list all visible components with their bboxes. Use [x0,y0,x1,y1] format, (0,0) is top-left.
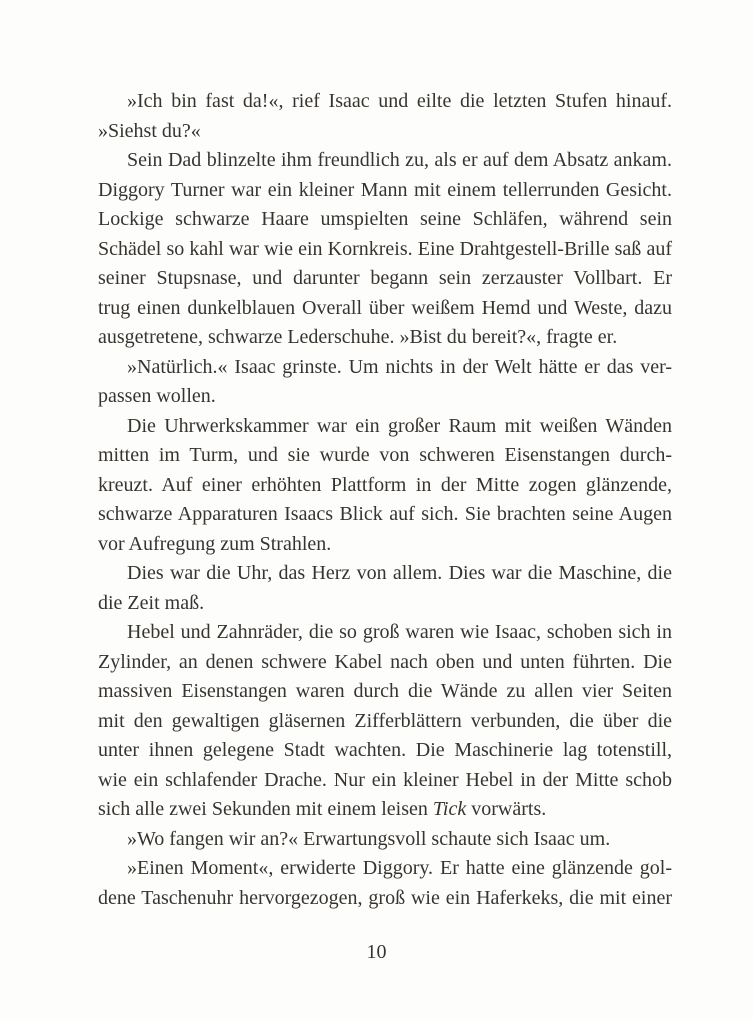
text-line-content [98,267,672,289]
text-segment: Diggory Turner war ein kleiner Mann mit einem tellerrunden Gesicht. [98,178,672,201]
text-segment: Schädel so kahl war wie ein Kornkreis. Eine Drahtgestell-Brille saß auf [98,237,672,260]
text-line-content [98,238,672,260]
text-segment: trug einen dunkelblauen Overall über weißem Hemd und Weste, dazu [98,296,672,319]
text-line-content [98,710,672,732]
text-line [98,264,672,294]
text-segment: Zylinder, an denen schwere Kabel nach oben und unten führten. Die [98,650,672,673]
text-segment: vor Aufregung zum Strahlen. [98,532,332,555]
text-segment: mit den gewaltigen gläsernen Zifferblättern verbunden, die über die [98,709,672,732]
text-line-content [98,208,672,230]
text-segment: dene Taschenuhr hervorgezogen, groß wie ein Haferkeks, die mit einer [98,886,672,909]
text-line [98,825,672,855]
text-segment: wie ein schlafender Drache. Nur ein kleiner Hebel in der Mitte schob [98,768,672,791]
text-line [98,323,672,353]
text-line-content [127,828,610,850]
text-segment: »Natürlich.« Isaac grinste. Um nichts in der Welt hätte er das ver- [127,355,672,378]
text-segment: sich alle zwei Sekunden mit einem leisen [98,798,433,820]
text-segment: mitten im Turm, und sie wurde von schweren Eisenstangen durch- [98,444,672,466]
text-line [98,205,672,235]
text-segment: Hebel und Zahnräder, die so groß waren wie Isaac, schoben sich in [127,621,672,643]
text-segment: vorwärts. [466,798,547,820]
text-block [98,87,672,913]
text-line [98,736,672,766]
text-segment: die Zeit maß. [98,591,205,614]
text-segment: »Ich bin fast da!«, rief Isaac und eilte die letzten Stufen hinauf. [127,90,672,112]
text-line-content [98,179,672,201]
text-line-content [98,739,672,761]
text-line [98,589,672,619]
page-number: 10 [366,941,387,963]
text-line [98,441,672,471]
text-line [98,618,672,648]
text-line [98,87,672,117]
text-segment: Die Uhrwerkskammer war ein großer Raum mit weißen Wänden [127,414,672,437]
text-line-content [98,798,546,820]
text-line [98,530,672,560]
text-line [98,795,672,825]
text-line-content [98,651,672,673]
text-line [98,854,672,884]
text-line [98,176,672,206]
text-line [98,146,672,176]
text-segment: unter ihnen gelegene Stadt wachten. Die Maschinerie lag totenstill, [98,739,672,761]
text-segment: massiven Eisenstangen waren durch die Wände zu allen vier Seiten [98,680,672,702]
text-line [98,559,672,589]
text-line-content [127,415,672,437]
text-line-content [98,592,204,614]
text-line-content [127,621,672,643]
text-segment: Sein Dad blinzelte ihm freundlich zu, als er auf dem Absatz ankam. [127,149,672,171]
text-line-content [98,444,672,466]
text-segment: kreuzt. Auf einer erhöhten Plattform in der Mitte zogen glänzende, [98,473,672,496]
text-segment: Lockige schwarze Haare umspielten seine Schläfen, während sein [98,208,672,230]
text-line [98,353,672,383]
text-line [98,471,672,501]
text-line [98,677,672,707]
text-line-content [98,503,672,525]
text-segment: ausgetretene, schwarze Lederschuhe. »Bist du bereit?«, fragte er. [98,326,618,348]
text-segment: »Wo fangen wir an?« Erwartungsvoll schaute sich Isaac um. [127,827,611,850]
text-line [98,648,672,678]
text-segment: schwarze Apparaturen Isaacs Blick auf sich. Sie brachten seine Augen [98,503,672,525]
text-line [98,117,672,147]
text-line [98,382,672,412]
text-line [98,412,672,442]
text-segment: seiner Stupsnase, und darunter begann sein zerzauster Vollbart. Er [98,267,672,289]
text-line-content [98,769,672,791]
text-line-content [127,562,672,584]
text-line-content [98,120,201,142]
text-line [98,235,672,265]
text-line [98,766,672,796]
text-line-content [98,385,216,407]
text-line [98,707,672,737]
text-segment: passen wollen. [98,385,216,407]
text-line-content [127,90,672,112]
text-line-content [127,149,672,171]
text-line-content [98,887,672,909]
text-segment: Dies war die Uhr, das Herz von allem. Dies war die Maschine, die [127,562,672,584]
text-line [98,884,672,914]
text-line-content [127,356,672,378]
text-line-content [98,533,331,555]
italic-text: Tick [432,798,467,820]
text-line-content [98,474,672,496]
text-line-content [98,326,617,348]
text-line-content [127,857,672,879]
text-line [98,500,672,530]
text-line-content [98,680,672,702]
text-line [98,294,672,324]
text-segment: »Einen Moment«, erwiderte Diggory. Er hatte eine glänzende gol- [127,857,672,879]
text-line-content [98,297,672,319]
text-segment: »Siehst du?« [98,119,201,142]
